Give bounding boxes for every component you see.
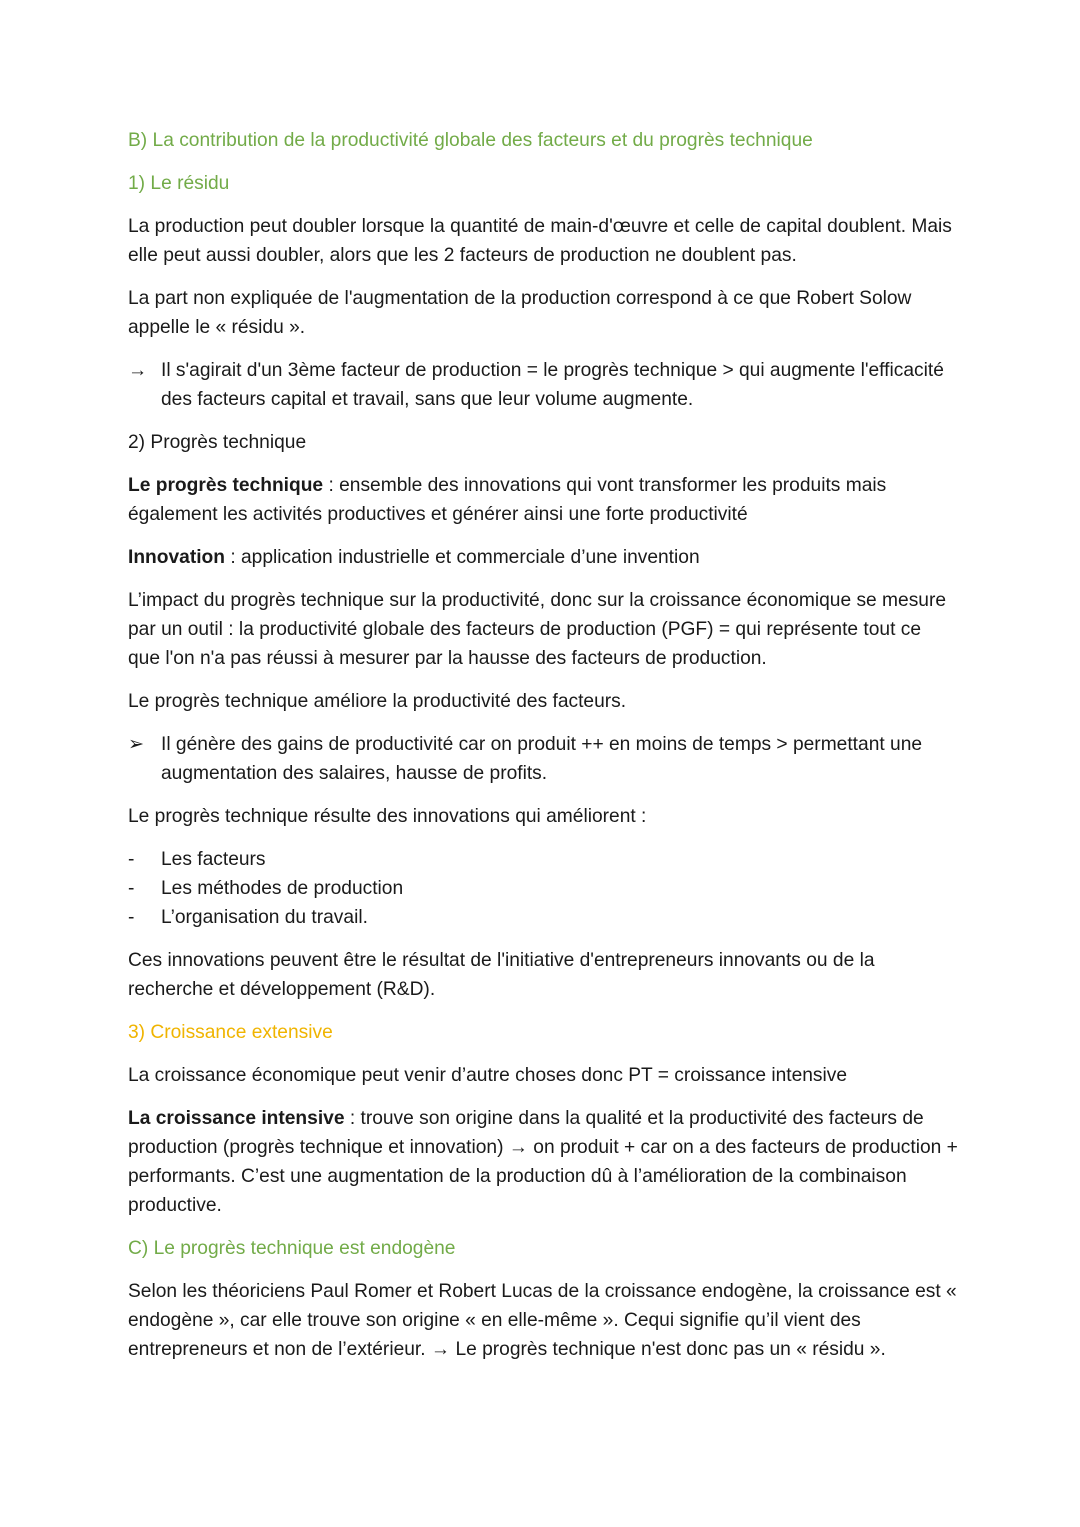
paragraph-production-doubling: La production peut doubler lorsque la quantité de main-d'œuvre et celle de capital doublent. Mais elle peut aussi doubler, alors que les 2 facteurs de production ne doublent pas. — [128, 216, 952, 266]
paragraph-productivity: Le progrès technique améliore la productivité des facteurs. — [128, 691, 627, 712]
dash-bullet: - — [128, 878, 135, 899]
paragraph-endogenous-growth: Selon les théoriciens Paul Romer et Robert Lucas de la croissance endogène, la croissance est « endogène », car elle trouve son origine « en elle-même ». Cequi signifie qu’il vient des entrepreneurs et non de l’extérieur. → Le progrès technique n'est donc pas un « résidu ». — [128, 1281, 957, 1360]
dash-bullet: - — [128, 907, 135, 928]
definition-text: : application industrielle et commerciale d’une invention — [225, 547, 700, 568]
paragraph-solow-residual: La part non expliquée de l'augmentation de la production correspond à ce que Robert Solow appelle le « résidu ». — [128, 288, 912, 338]
subsection-1-heading: 1) Le résidu — [128, 173, 230, 194]
list-item: - Les méthodes de production — [128, 874, 958, 903]
bullet-note-text: Il génère des gains de productivité car on produit ++ en moins de temps > permettant une augmentation des salaires, hausse de profits. — [161, 734, 923, 784]
bullet-note — [128, 730, 958, 788]
innovation-list — [128, 845, 958, 932]
section-c-heading: C) Le progrès technique est endogène — [128, 1238, 456, 1259]
list-item: - Les facteurs — [128, 845, 958, 874]
arrowhead-bullet-icon: ➢ — [128, 734, 145, 755]
definition-term: La croissance intensive — [128, 1108, 345, 1129]
definition-term: Le progrès technique — [128, 475, 324, 496]
paragraph-pgf: L’impact du progrès technique sur la productivité, donc sur la croissance économique se mesure par un outil : la productivité globale des facteurs de production (PGF) = qui représente tout ce que l'on n'a pas réussi à mesurer par la hausse des facteurs de production. — [128, 590, 947, 669]
arrow-right-icon: → — [128, 360, 148, 381]
subsection-2-heading: 2) Progrès technique — [128, 432, 307, 453]
subsection-3-heading: 3) Croissance extensive — [128, 1022, 333, 1043]
arrow-note — [128, 356, 958, 414]
definition-progres-technique — [128, 471, 958, 529]
definition-text: : ensemble des innovations qui vont transformer les produits mais également les activités productives et générer ainsi une forte productivité — [128, 475, 887, 525]
definition-innovation — [128, 543, 958, 572]
dash-bullet: - — [128, 849, 135, 870]
paragraph-innovations-improve: Le progrès technique résulte des innovations qui améliorent : — [128, 806, 647, 827]
paragraph-rd: Ces innovations peuvent être le résultat de l'initiative d'entrepreneurs innovants ou de la recherche et développement (R&D). — [128, 950, 875, 1000]
list-item: - L’organisation du travail. — [128, 903, 958, 932]
definition-croissance-intensive — [128, 1104, 958, 1220]
document-page — [128, 126, 958, 1378]
arrow-note-text: Il s'agirait d'un 3ème facteur de production = le progrès technique > qui augmente l'efficacité des facteurs capital et travail, sans que leur volume augmente. — [161, 360, 944, 410]
definition-text: : trouve son origine dans la qualité et la productivité des facteurs de production (progrès technique et innovation) → on produit + car on a des facteurs de production + performants. C’est une augmentation de la production dû à l’amélioration de la combinaison productive. — [128, 1108, 958, 1216]
paragraph-croissance-economique: La croissance économique peut venir d’autre choses donc PT = croissance intensive — [128, 1065, 848, 1086]
section-b-heading: B) La contribution de la productivité globale des facteurs et du progrès technique — [128, 130, 813, 151]
definition-term: Innovation — [128, 547, 225, 568]
